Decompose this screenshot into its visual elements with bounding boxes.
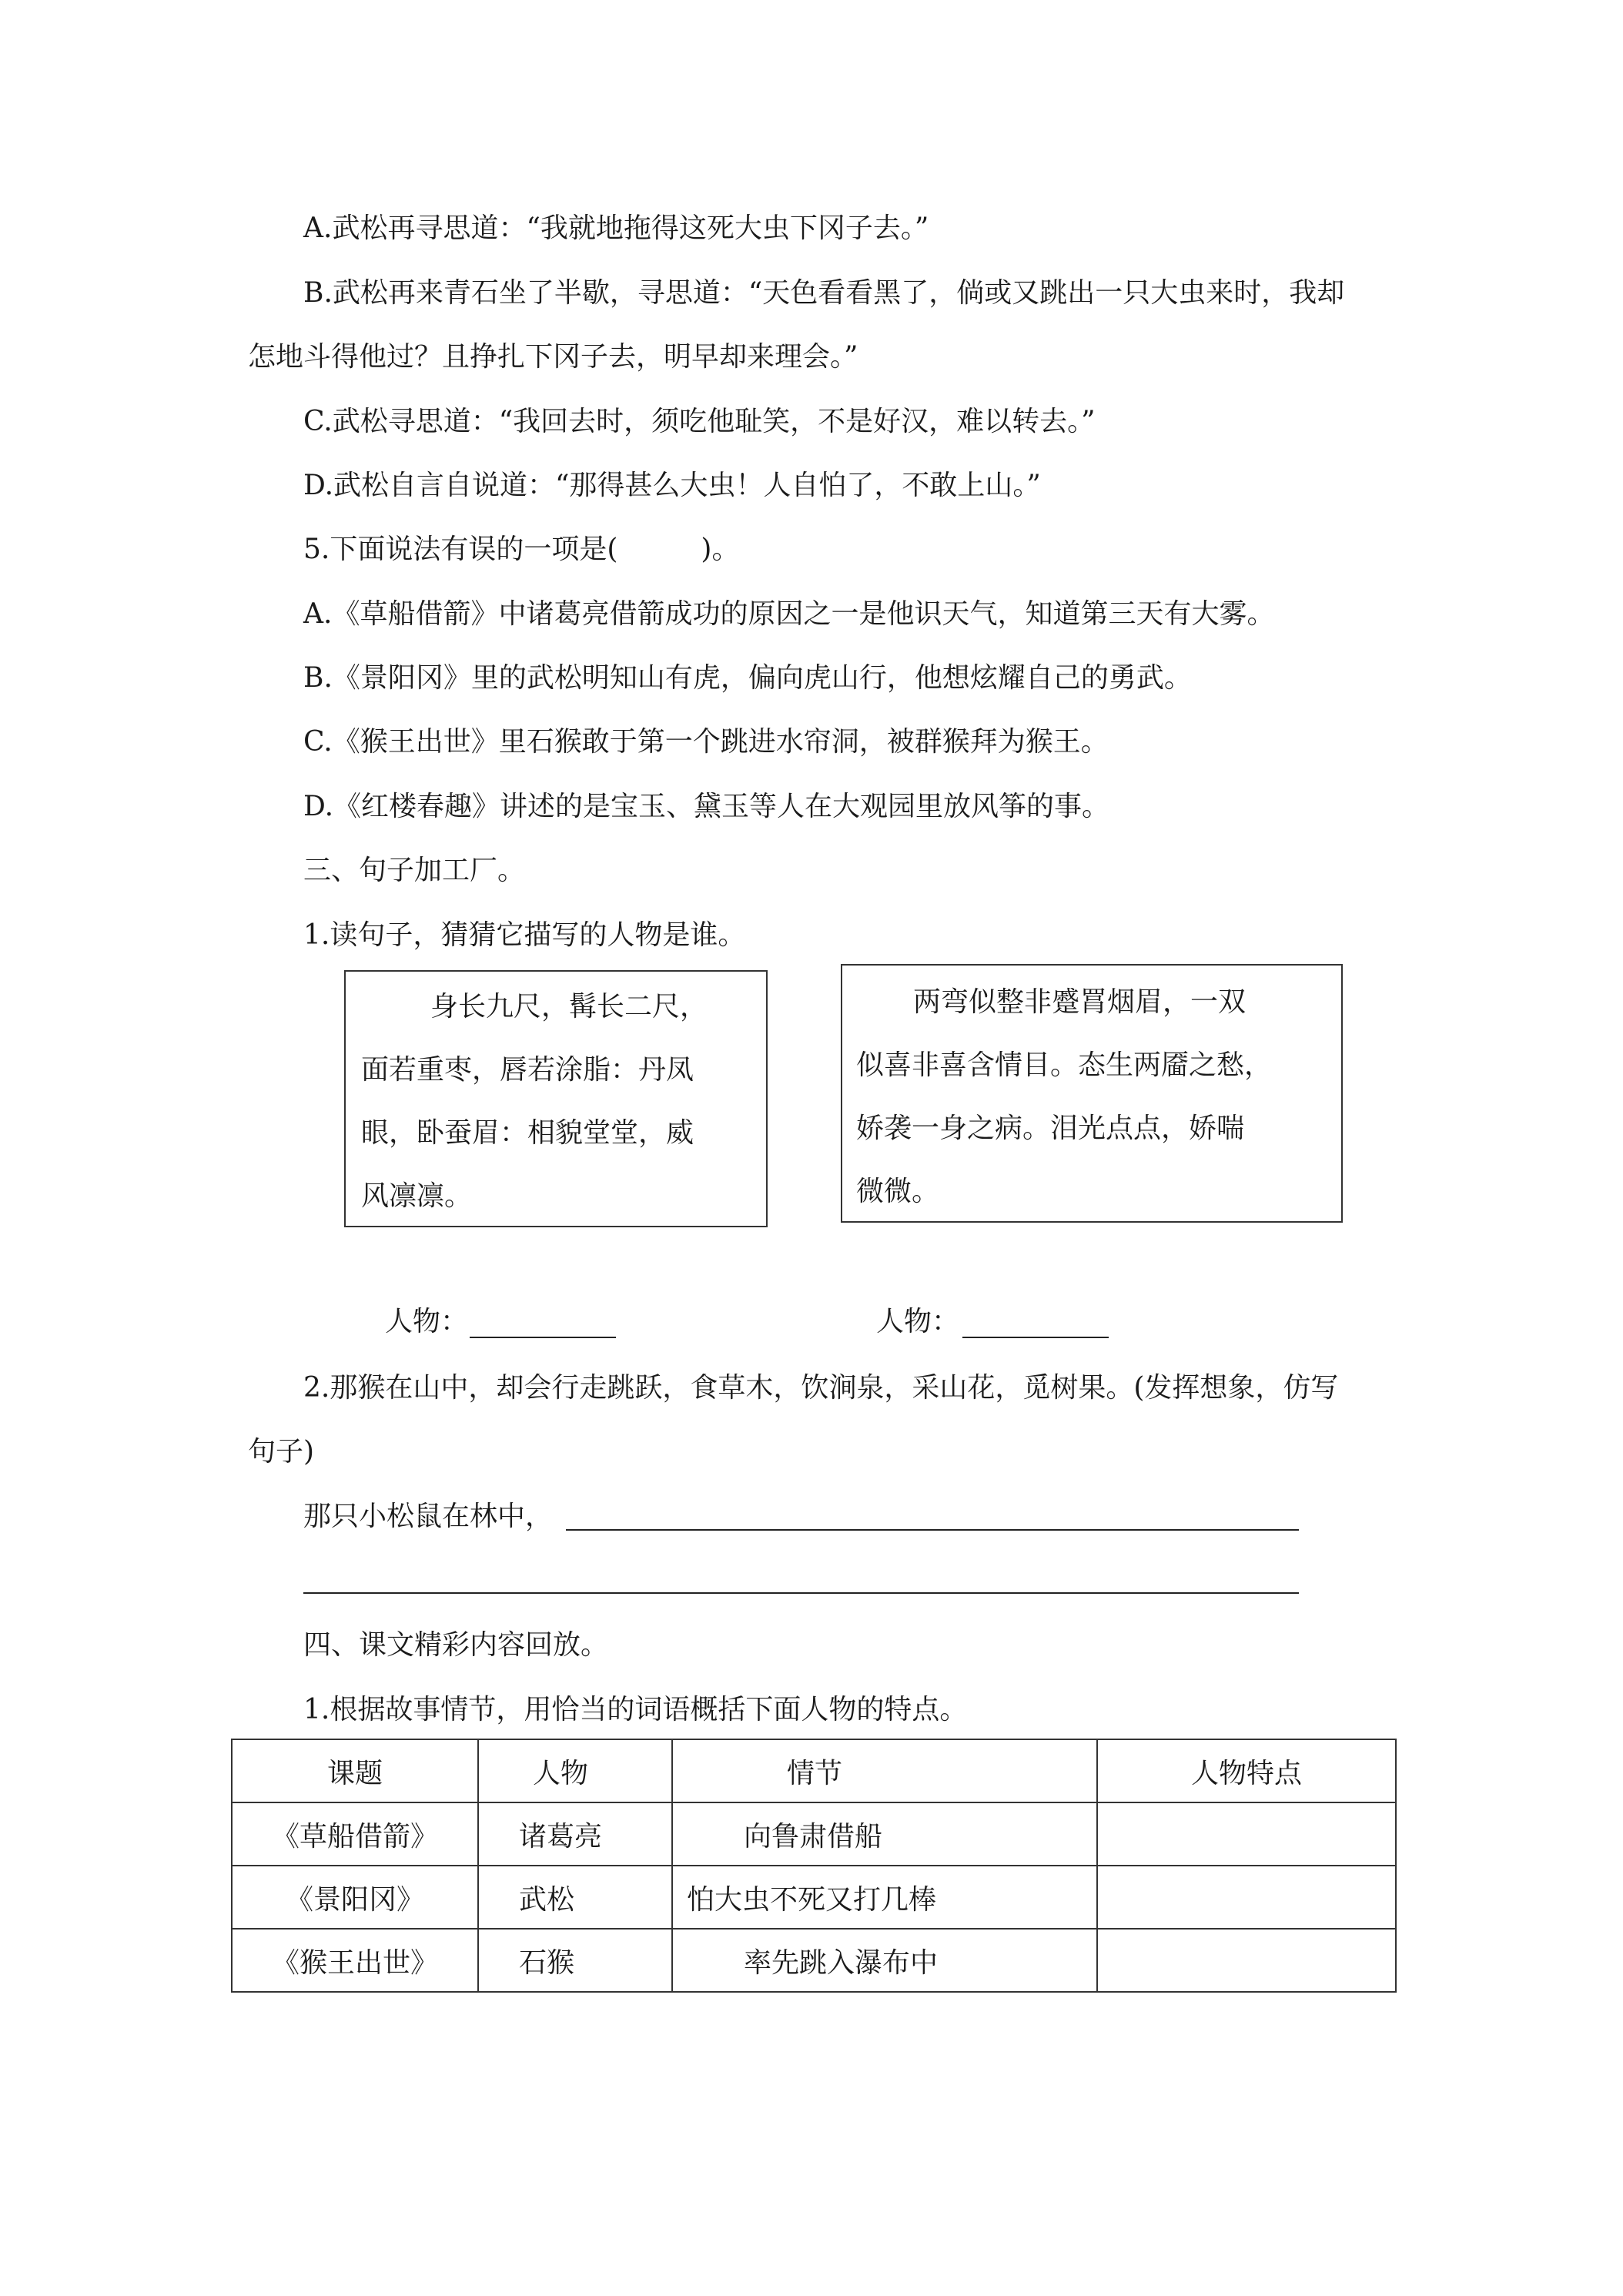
box-right-line2: 似喜非喜含情目。态生两靥之愁， — [856, 1049, 1273, 1081]
cell-traits-answer[interactable] — [1097, 1866, 1396, 1929]
answer-blank-left[interactable] — [470, 1337, 616, 1338]
q4-option-a: A.武松再寻思道：“我就地拖得这死大虫下冈子去。” — [303, 213, 929, 244]
box-right-line1: 两弯似整非蹙罥烟眉，一双 — [913, 986, 1247, 1018]
character-traits-table — [231, 1739, 1397, 1993]
q5-option-b: B.《景阳冈》里的武松明知山有虎，偏向虎山行，他想炫耀自己的勇武。 — [303, 662, 1192, 694]
box-left-line2: 面若重枣，唇若涂脂：丹凤 — [361, 1054, 694, 1086]
header-lesson: 课题 — [232, 1739, 478, 1802]
header-traits: 人物特点 — [1097, 1739, 1396, 1802]
q5-option-a: A.《草船借箭》中诸葛亮借箭成功的原因之一是他识天气，知道第三天有大雾。 — [303, 598, 1275, 630]
cell-plot: 率先跳入瀑布中 — [672, 1929, 1097, 1992]
section4-q1-stem: 1.根据故事情节，用恰当的词语概括下面人物的特点。 — [303, 1694, 968, 1725]
q5-option-c: C.《猴王出世》里石猴敢于第一个跳进水帘洞，被群猴拜为猴王。 — [303, 726, 1109, 758]
q4-option-c: C.武松寻思道：“我回去时，须吃他耻笑，不是好汉，难以转去。” — [303, 406, 1096, 437]
box-left-line4: 风凛凛。 — [361, 1180, 473, 1212]
q4-option-d: D.武松自言自说道：“那得甚么大虫！人自怕了，不敢上山。” — [303, 470, 1041, 501]
section3-q2-line2: 句子) — [248, 1436, 315, 1468]
section3-title: 三、句子加工厂。 — [303, 855, 526, 886]
description-box-left — [344, 970, 768, 1227]
q4-option-b-line1: B.武松再来青石坐了半歇，寻思道：“天色看看黑了，倘或又跳出一只大虫来时，我却 — [303, 277, 1345, 309]
cell-traits-answer[interactable] — [1097, 1802, 1396, 1866]
answer-label-right: 人物： — [876, 1306, 960, 1337]
imitation-blank-line2[interactable] — [303, 1592, 1299, 1594]
imitation-blank-line1[interactable] — [566, 1529, 1299, 1531]
box-left-line3: 眼，卧蚕眉：相貌堂堂，威 — [361, 1117, 694, 1149]
cell-lesson: 《猴王出世》 — [232, 1929, 478, 1992]
cell-lesson: 《景阳冈》 — [232, 1866, 478, 1929]
box-right-line4: 微微。 — [856, 1176, 940, 1207]
cell-character: 石猴 — [478, 1929, 672, 1992]
cell-plot: 怕大虫不死又打几棒 — [672, 1866, 1097, 1929]
cell-lesson: 《草船借箭》 — [232, 1802, 478, 1866]
section3-q2-line1: 2.那猴在山中，却会行走跳跃，食草木，饮涧泉，采山花，觅树果。(发挥想象，仿写 — [303, 1372, 1339, 1404]
cell-plot: 向鲁肃借船 — [672, 1802, 1097, 1866]
table-row — [232, 1802, 1396, 1866]
box-right-line3: 娇袭一身之病。泪光点点，娇喘 — [856, 1113, 1245, 1144]
header-plot: 情节 — [672, 1739, 1097, 1802]
q5-stem: 5.下面说法有误的一项是( )。 — [303, 534, 740, 565]
cell-character: 诸葛亮 — [478, 1802, 672, 1866]
cell-character: 武松 — [478, 1866, 672, 1929]
table-row — [232, 1866, 1396, 1929]
header-character: 人物 — [478, 1739, 672, 1802]
table-row — [232, 1929, 1396, 1992]
q5-option-d: D.《红楼春趣》讲述的是宝玉、黛玉等人在大观园里放风筝的事。 — [303, 791, 1110, 822]
answer-label-left: 人物： — [385, 1306, 469, 1337]
box-left-line1: 身长九尺，髯长二尺， — [430, 991, 708, 1022]
cell-traits-answer[interactable] — [1097, 1929, 1396, 1992]
description-box-right — [841, 964, 1343, 1223]
section4-title: 四、课文精彩内容回放。 — [303, 1629, 609, 1661]
table-header-row — [232, 1739, 1396, 1802]
q4-option-b-line2: 怎地斗得他过？且挣扎下冈子去，明早却来理会。” — [248, 341, 858, 373]
section3-q1-stem: 1.读句子，猜猜它描写的人物是谁。 — [303, 919, 746, 951]
answer-blank-right[interactable] — [962, 1337, 1109, 1338]
section3-q2-prompt: 那只小松鼠在林中， — [303, 1501, 554, 1532]
